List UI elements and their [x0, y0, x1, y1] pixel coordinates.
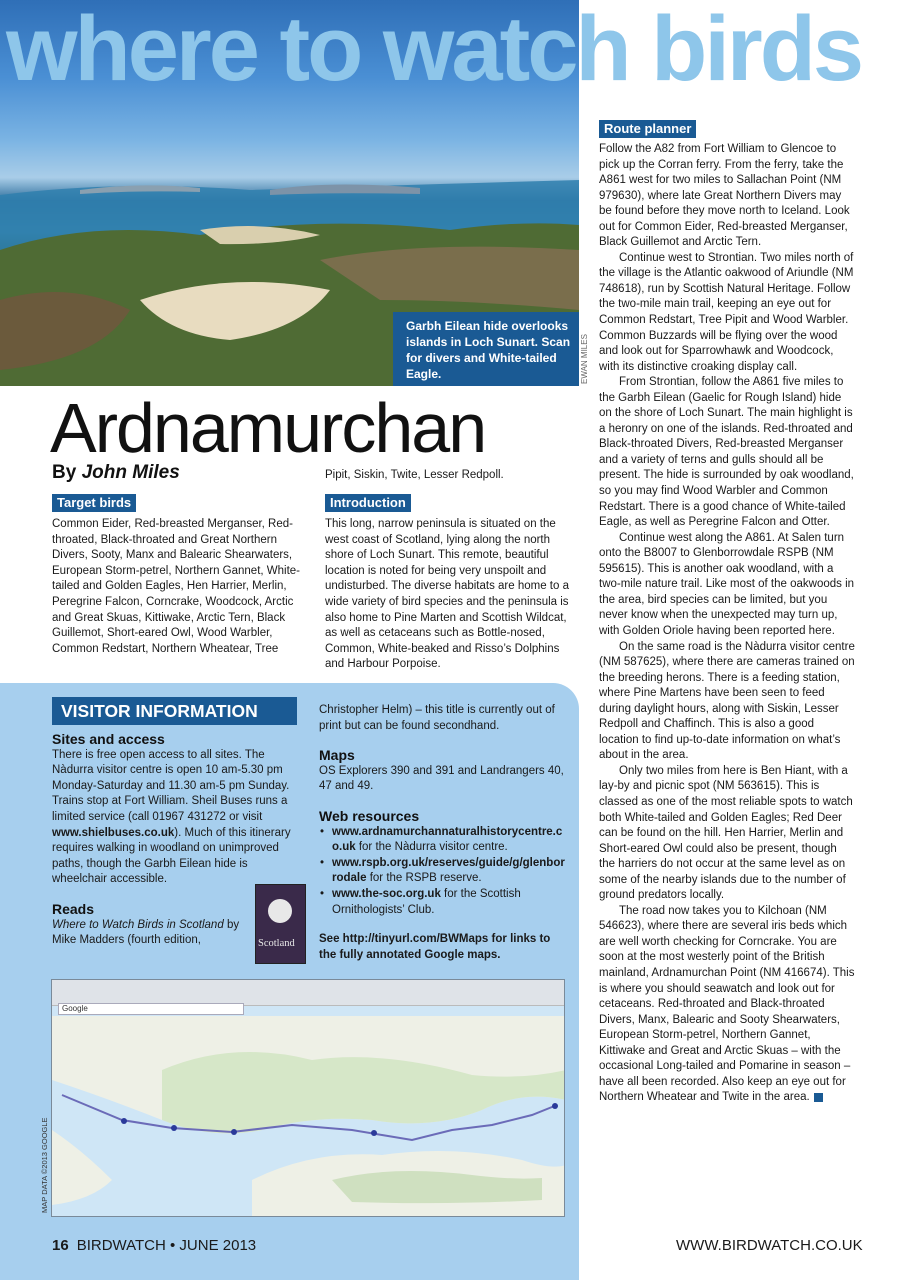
issue-info: BIRDWATCH • JUNE 2013: [76, 1237, 257, 1254]
web-link[interactable]: www.rspb.org.uk/reserves/guide/g/glenborrodale: [332, 856, 565, 885]
target-birds-text: Common Eider, Red-breasted Merganser, Red-throated, Black-throated and Great Northern Divers, Sooty, Manx and Balearic Shearwaters, European Storm-petrel, Northern Gannet, White-tailed and Golden Eagles, Hen Harrier, Merlin, Peregrine Falcon, Corncrake, Woodcock, Arctic and Great Skuas, Kittiwake, Arctic Tern, Black Guillemot, Short-eared Owl, Wood Warbler, Common Redstart, Northern Wheatear, Tree: [52, 518, 301, 655]
tinyurl-link[interactable]: http://tinyurl.com/BWMaps: [342, 933, 489, 946]
byline-prefix: By: [52, 462, 77, 483]
author-name: John Miles: [81, 462, 180, 483]
sites-text: [52, 748, 297, 888]
article-headline: Ardnamurchan: [50, 389, 486, 467]
route-paragraph-last: The road now takes you to Kilchoan (NM 546623), where there are several iris beds which are well worth checking for Corncrake. You are soon at the most westerly point of the British mainland, Ardnamurchan Point (NM 416674). This is where you should seawatch and look out for cetaceans. Red-throated and Black-throated Divers, Manx, Balearic and Sooty Shearwaters, European Storm-petrel, Northern Gannet, Kittiwake and Great and Arctic Skuas – with the occasional Long-tailed and Pomarine in season – have all been recorded. Also keep an eye out for Northern Wheatear and Twite in the area.: [599, 904, 855, 1104]
reads-heading: Reads: [52, 900, 95, 917]
visitor-info-title: VISITOR INFORMATION: [52, 697, 297, 725]
google-map-screenshot: [51, 979, 565, 1217]
route-paragraph: On the same road is the Nàdurra visitor centre (NM 587625), where there are cameras trained on the breeding herons. There is a feeding station, where Pine Martens have been seen to feed during daylight hours, along with Siskin, Lesser Redpoll and Chaffinch. This is also a good location to find up-to-date information on what’s about in the area.: [599, 640, 855, 762]
route-paragraph: Continue west to Strontian. Two miles north of the village is the Atlantic oakwood of Ariundle (NM 748618), run by Scottish Natural Heritage. Follow the two-mile main trail, keeping an eye out for Common Redstart, Tree Pipit and Wood Warbler. Common Buzzards will be flying over the wood and look out for Sparrowhawk and Woodcock, with its distinctive croaking display call.: [599, 251, 854, 373]
byline: [52, 462, 180, 484]
footer-left: [52, 1237, 256, 1254]
web-link-desc: for the Nàdurra visitor centre.: [355, 841, 508, 854]
end-mark-icon: [814, 1093, 823, 1102]
web-link[interactable]: www.ardnamurchannaturalhistorycentre.co.uk: [332, 825, 563, 854]
introduction-text: This long, narrow peninsula is situated on the west coast of Scotland, lying along the north shore of Loch Sunart. This remote, beautiful location is noted for being very unspoilt and undisturbed. The diverse habitats are home to a wide variety of bird species and the peninsula is also home to Pine Marten and Scottish Wildcat, as well as cetaceans such as Bottle-nosed, Common, White-beaked and Risso’s Dolphins and Harbour Porpoise.: [325, 518, 569, 671]
section-header: [0, 0, 904, 100]
list-item: [319, 856, 569, 887]
sites-text-2: ). Much of this itinerary requires walking in woodland on unimproved paths, though the Garbh Eilean hide is wheelchair accessible.: [52, 826, 291, 886]
web-link[interactable]: www.the-soc.org.uk: [332, 887, 441, 900]
map-graphic: [52, 980, 565, 1217]
book-cover-text: Scotland: [258, 938, 295, 949]
sites-text-1: There is free open access to all sites. The Nàdurra visitor centre is open 10 am-5.30 pm Monday-Saturday and 11.30 am-5 pm Sunday. Trains stop at Fort William. Sheil Buses runs a limited service (call 01967 431272 or visit: [52, 748, 290, 823]
book-cover: [255, 884, 306, 964]
reads-book-title: Where to Watch Birds in Scotland: [52, 918, 224, 931]
maps-text: OS Explorers 390 and 391 and Landrangers 40, 47 and 49.: [319, 764, 564, 793]
route-planner-section: [599, 120, 855, 1106]
photo-caption: Garbh Eilean hide overlooks islands in Loch Sunart. Scan for divers and White-tailed Eagle.: [393, 312, 579, 386]
target-birds-section: [52, 494, 300, 657]
introduction-label: Introduction: [325, 494, 411, 512]
route-paragraph: Only two miles from here is Ben Hiant, with a lay-by and picnic spot (NM 563615). This is classed as one of the most reliable spots to watch both White-tailed and Golden Eagles; Red Deer can be found on the hill. Hen Harrier, Merlin and Short-eared Owl could also be present, though the harriers do not occur at the same level as on some of the nearby islands due to the number of ground predators locally.: [599, 764, 853, 902]
route-paragraph: Continue west along the A861. At Salen turn onto the B8007 to Glenborrowdale RSPB (NM 595615). This is another oak woodland, with a two-mile nature trail. Like most of the oakwoods in the area, bird species can be limited, but you never know when the unexpected may turn up, with Golden Oriole having been reported here.: [599, 531, 855, 637]
list-item: [319, 825, 569, 856]
map-search-box: Google: [58, 1003, 244, 1015]
section-title: where to watch birds: [6, 0, 862, 100]
introduction-section: [325, 494, 580, 673]
web-link-desc: for the Scottish Ornithologists’ Club.: [332, 887, 521, 916]
shielbuses-link[interactable]: www.shielbuses.co.uk: [52, 826, 175, 839]
route-paragraph: From Strontian, follow the A861 five miles to the Garbh Eilean (Gaelic for Rough Island) hide on the shore of Loch Sunart. The main highlight is a heronry on one of the islands. Red-throated and Black-throated Divers, Red-breasted Merganser and a variety of terns and gulls should all be present. The hide is surrounded by oak woodland, so you may find Wood Warbler and Common Redstart. There is a good chance of White-tailed Eagle, as well as Peregrine Falcon and Otter.: [599, 376, 854, 529]
web-resources-list: [319, 825, 569, 919]
reads-text-body: by Mike Madders (fourth edition,: [52, 918, 240, 947]
photo-credit: EWAN MILES: [580, 334, 589, 384]
route-planner-label: Route planner: [599, 120, 696, 138]
see-suffix: for links to the fully annotated Google maps.: [319, 933, 551, 961]
target-birds-label: Target birds: [52, 494, 136, 512]
see-maps-text: [319, 932, 569, 963]
page-number: 16: [52, 1237, 69, 1254]
visitor-col-right: [319, 703, 569, 963]
sites-heading: Sites and access: [52, 731, 165, 747]
target-birds-continued: Pipit, Siskin, Twite, Lesser Redpoll.: [325, 469, 504, 481]
reads-continued: Christopher Helm) – this title is currently out of print but can be found secondhand.: [319, 704, 555, 732]
web-heading: Web resources: [319, 807, 420, 824]
bird-icon: [268, 899, 292, 923]
see-prefix: See: [319, 933, 343, 946]
web-link-desc: for the RSPB reserve.: [366, 872, 482, 885]
map-credit: MAP DATA ©2013 GOOGLE: [40, 1117, 49, 1213]
route-paragraph: Follow the A82 from Fort William to Glencoe to pick up the Corran ferry. From the ferry, take the A861 west for two miles to Sallachan Point (NM 979630), where late Great Northern Divers may be found before they move north to Iceland. Look out for Common Eider, Red-breasted Merganser, Black Guillemot and Arctic Tern.: [599, 143, 850, 249]
list-item: [319, 887, 569, 918]
footer-website[interactable]: WWW.BIRDWATCH.CO.UK: [676, 1237, 863, 1254]
reads-text: [52, 918, 242, 949]
route-paragraph: [599, 904, 855, 1106]
maps-heading: Maps: [319, 747, 355, 764]
